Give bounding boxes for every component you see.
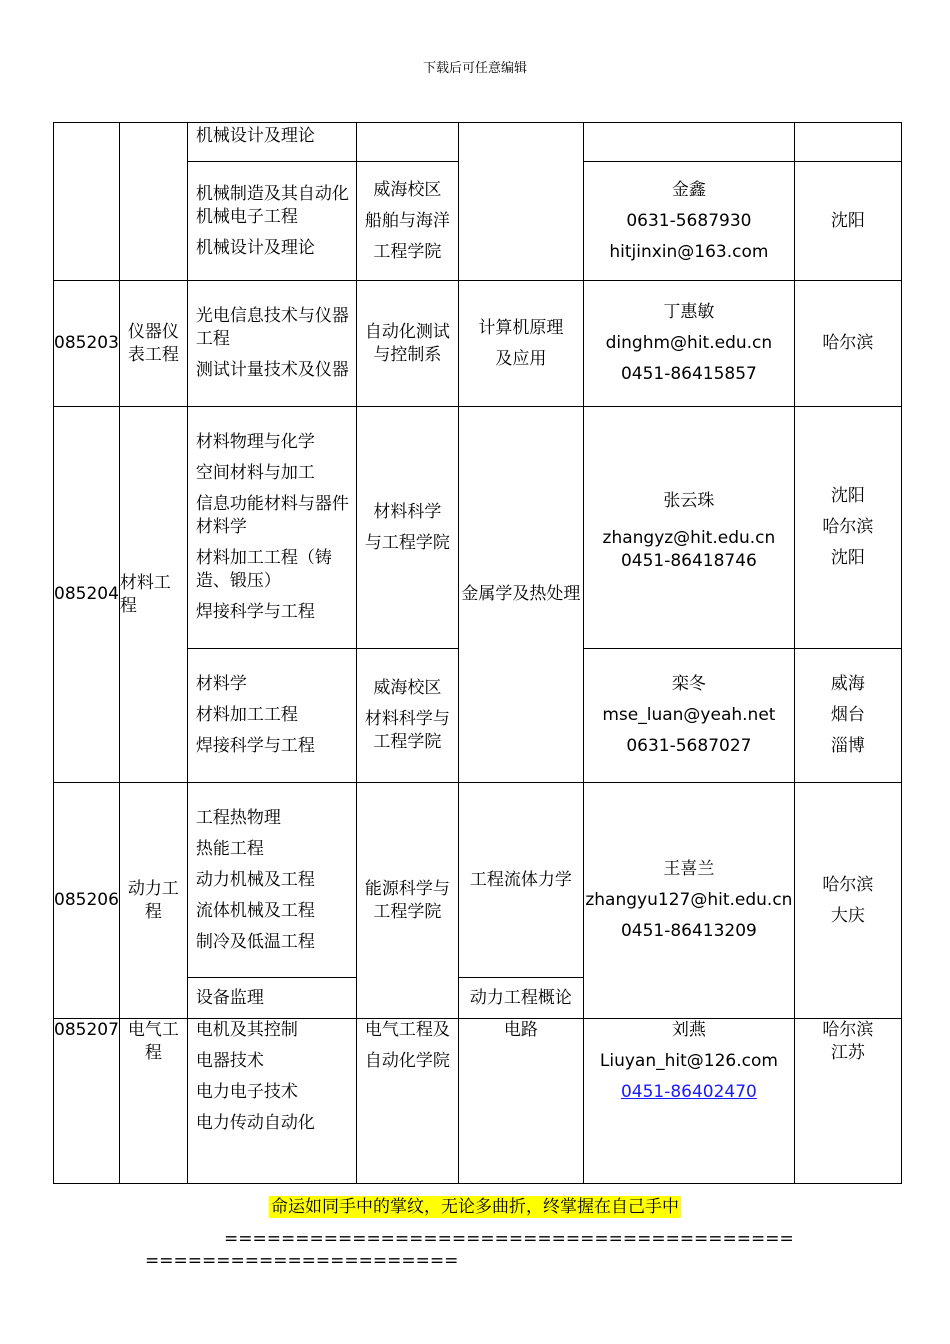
majors-cell [187,1019,356,1184]
contact-email: zhangyz@hit.edu.cn [602,528,776,548]
college-line: 威海校区 [373,678,442,698]
college-line: 自动化学院 [364,1051,450,1071]
location-cell [794,783,901,1019]
college-name: 能源科学与工程学院 [364,878,450,922]
contact-name: 栾冬 [671,674,706,694]
location-item: 哈尔滨 [822,517,874,537]
location-item: 沈阳 [830,548,865,568]
major-item: 焊接科学与工程 [195,602,315,622]
location-item: 哈尔滨 [822,333,874,353]
program-field: 仪器仪表工程 [127,321,179,365]
code-cell [54,1019,120,1184]
major-item: 电力电子技术 [195,1082,298,1102]
major-item: 工程热物理 [195,807,281,828]
major-item: 动力机械及工程 [195,869,315,890]
exam-subject: 金属学及热处理 [461,584,581,604]
college-cell [356,162,458,281]
contact-name: 刘燕 [671,1020,706,1040]
major-item: 信息功能材料与器件材料学 [195,494,349,537]
contact-phone: 0451-86418746 [620,551,757,571]
major-item: 制冷及低温工程 [195,931,315,952]
location-cell [794,407,901,649]
location-cell [794,281,901,407]
field-cell [119,1019,187,1184]
exam-subject: 动力工程概论 [469,987,572,1008]
college-name: 自动化测试与控制系 [364,321,450,365]
major-item: 材料物理与化学 [195,432,315,452]
college-cell [356,281,458,407]
exam-line: 及应用 [495,348,547,369]
major-item: 测试计量技术及仪器 [195,360,349,380]
exam-cell [458,407,583,783]
exam-subject: 工程流体力学 [469,869,572,890]
contact-cell [583,281,794,407]
college-cell-empty [356,123,458,162]
contact-phone: 0451-86415857 [620,364,757,384]
location-cell-empty [794,123,901,162]
exam-line: 计算机原理 [478,317,564,338]
major-item: 电机及其控制 [195,1020,298,1040]
location-item: 沈阳 [830,486,865,506]
program-code: 085203 [54,333,119,353]
major-item: 流体机械及工程 [195,900,315,921]
major-item: 材料加工工程（铸造、锻压） [195,548,332,591]
motto-text: 命运如同手中的掌纹，无论多曲折，终掌握在自己手中 [271,1197,679,1217]
college-cell [356,407,458,649]
code-cell [54,783,120,1019]
major-item: 机械制造及其自动化机械电子工程 [195,183,349,227]
major-item: 焊接科学与工程 [195,736,315,756]
location-item: 哈尔滨 [822,874,874,895]
majors-cell [187,162,356,281]
college-line: 威海校区 [373,179,442,200]
location-item: 沈阳 [830,210,865,231]
location-item: 淄博 [830,736,865,756]
majors-cell [187,978,356,1019]
field-cell-empty [119,123,187,281]
major-item: 电力传动自动化 [195,1113,315,1133]
contact-cell [583,407,794,649]
code-cell [54,281,120,407]
separator-line: ======================================== [224,1229,794,1249]
college-cell [356,783,458,1019]
program-field: 材料工程 [119,572,171,616]
major-item: 空间材料与加工 [195,463,315,483]
program-code: 085206 [54,890,119,910]
contact-name: 丁惠敏 [663,302,715,322]
code-cell-empty [54,123,120,281]
contact-cell [583,162,794,281]
contact-email: zhangyu127@hit.edu.cn [585,890,793,910]
majors-cell [187,783,356,978]
college-line: 材料科学 [373,501,442,522]
college-cell [356,1019,458,1184]
program-code: 085207 [54,1020,119,1040]
major-item: 机械设计及理论 [195,237,315,258]
location-cell [794,162,901,281]
majors-cell [187,281,356,407]
college-line: 工程学院 [373,241,442,262]
program-field: 电气工程 [127,1020,179,1063]
college-line: 与工程学院 [364,532,450,553]
contact-email: Liuyan_hit@126.com [599,1051,778,1071]
program-field: 动力工程 [127,878,179,922]
contact-cell [583,783,794,1019]
contact-email: dinghm@hit.edu.cn [605,333,773,353]
location-cell [794,1019,901,1184]
contact-email: mse_luan@yeah.net [602,705,776,725]
exam-subject: 电路 [503,1020,538,1040]
college-line: 材料科学与工程学院 [364,709,450,752]
motto [0,1192,950,1217]
major-item: 光电信息技术与仪器工程 [195,306,349,349]
major-item: 材料学 [195,674,247,694]
exam-cell [458,978,583,1019]
contact-cell-empty [583,123,794,162]
field-cell [119,783,187,1019]
location-item: 哈尔滨江苏 [822,1020,874,1063]
major-item: 材料加工工程 [195,705,298,725]
contact-phone-link[interactable]: 0451-86402470 [620,1082,757,1102]
page-header: 下载后可任意编辑 [422,61,527,76]
major-item: 热能工程 [195,838,264,859]
major-item: 设备监理 [195,987,264,1008]
location-item: 烟台 [830,705,865,725]
contact-name: 金鑫 [671,179,706,200]
contact-cell [583,649,794,783]
field-cell [119,407,187,783]
majors-cell [187,123,356,162]
contact-name: 王喜兰 [663,859,715,879]
contact-phone: 0631-5687930 [626,210,752,231]
majors-cell [187,649,356,783]
college-line: 船舶与海洋 [364,210,450,231]
contact-name: 张云珠 [663,491,715,511]
location-item: 威海 [830,674,865,694]
location-item: 大庆 [830,905,865,926]
exam-cell-empty [458,123,583,281]
college-line: 电气工程及 [364,1020,450,1040]
exam-cell [458,281,583,407]
college-cell [356,649,458,783]
field-cell [119,281,187,407]
contact-phone: 0631-5687027 [626,736,752,756]
location-cell [794,649,901,783]
program-code: 085204 [54,584,119,604]
exam-cell [458,783,583,978]
major-item: 电器技术 [195,1051,264,1071]
contact-phone: 0451-86413209 [620,921,757,941]
contact-cell [583,1019,794,1184]
code-cell [54,407,120,783]
exam-cell [458,1019,583,1184]
program-table [53,122,902,1184]
separator-line: ====================== [145,1251,459,1271]
majors-cell [187,407,356,649]
major-item: 机械设计及理论 [195,126,315,146]
contact-email: hitjinxin@163.com [609,241,769,262]
